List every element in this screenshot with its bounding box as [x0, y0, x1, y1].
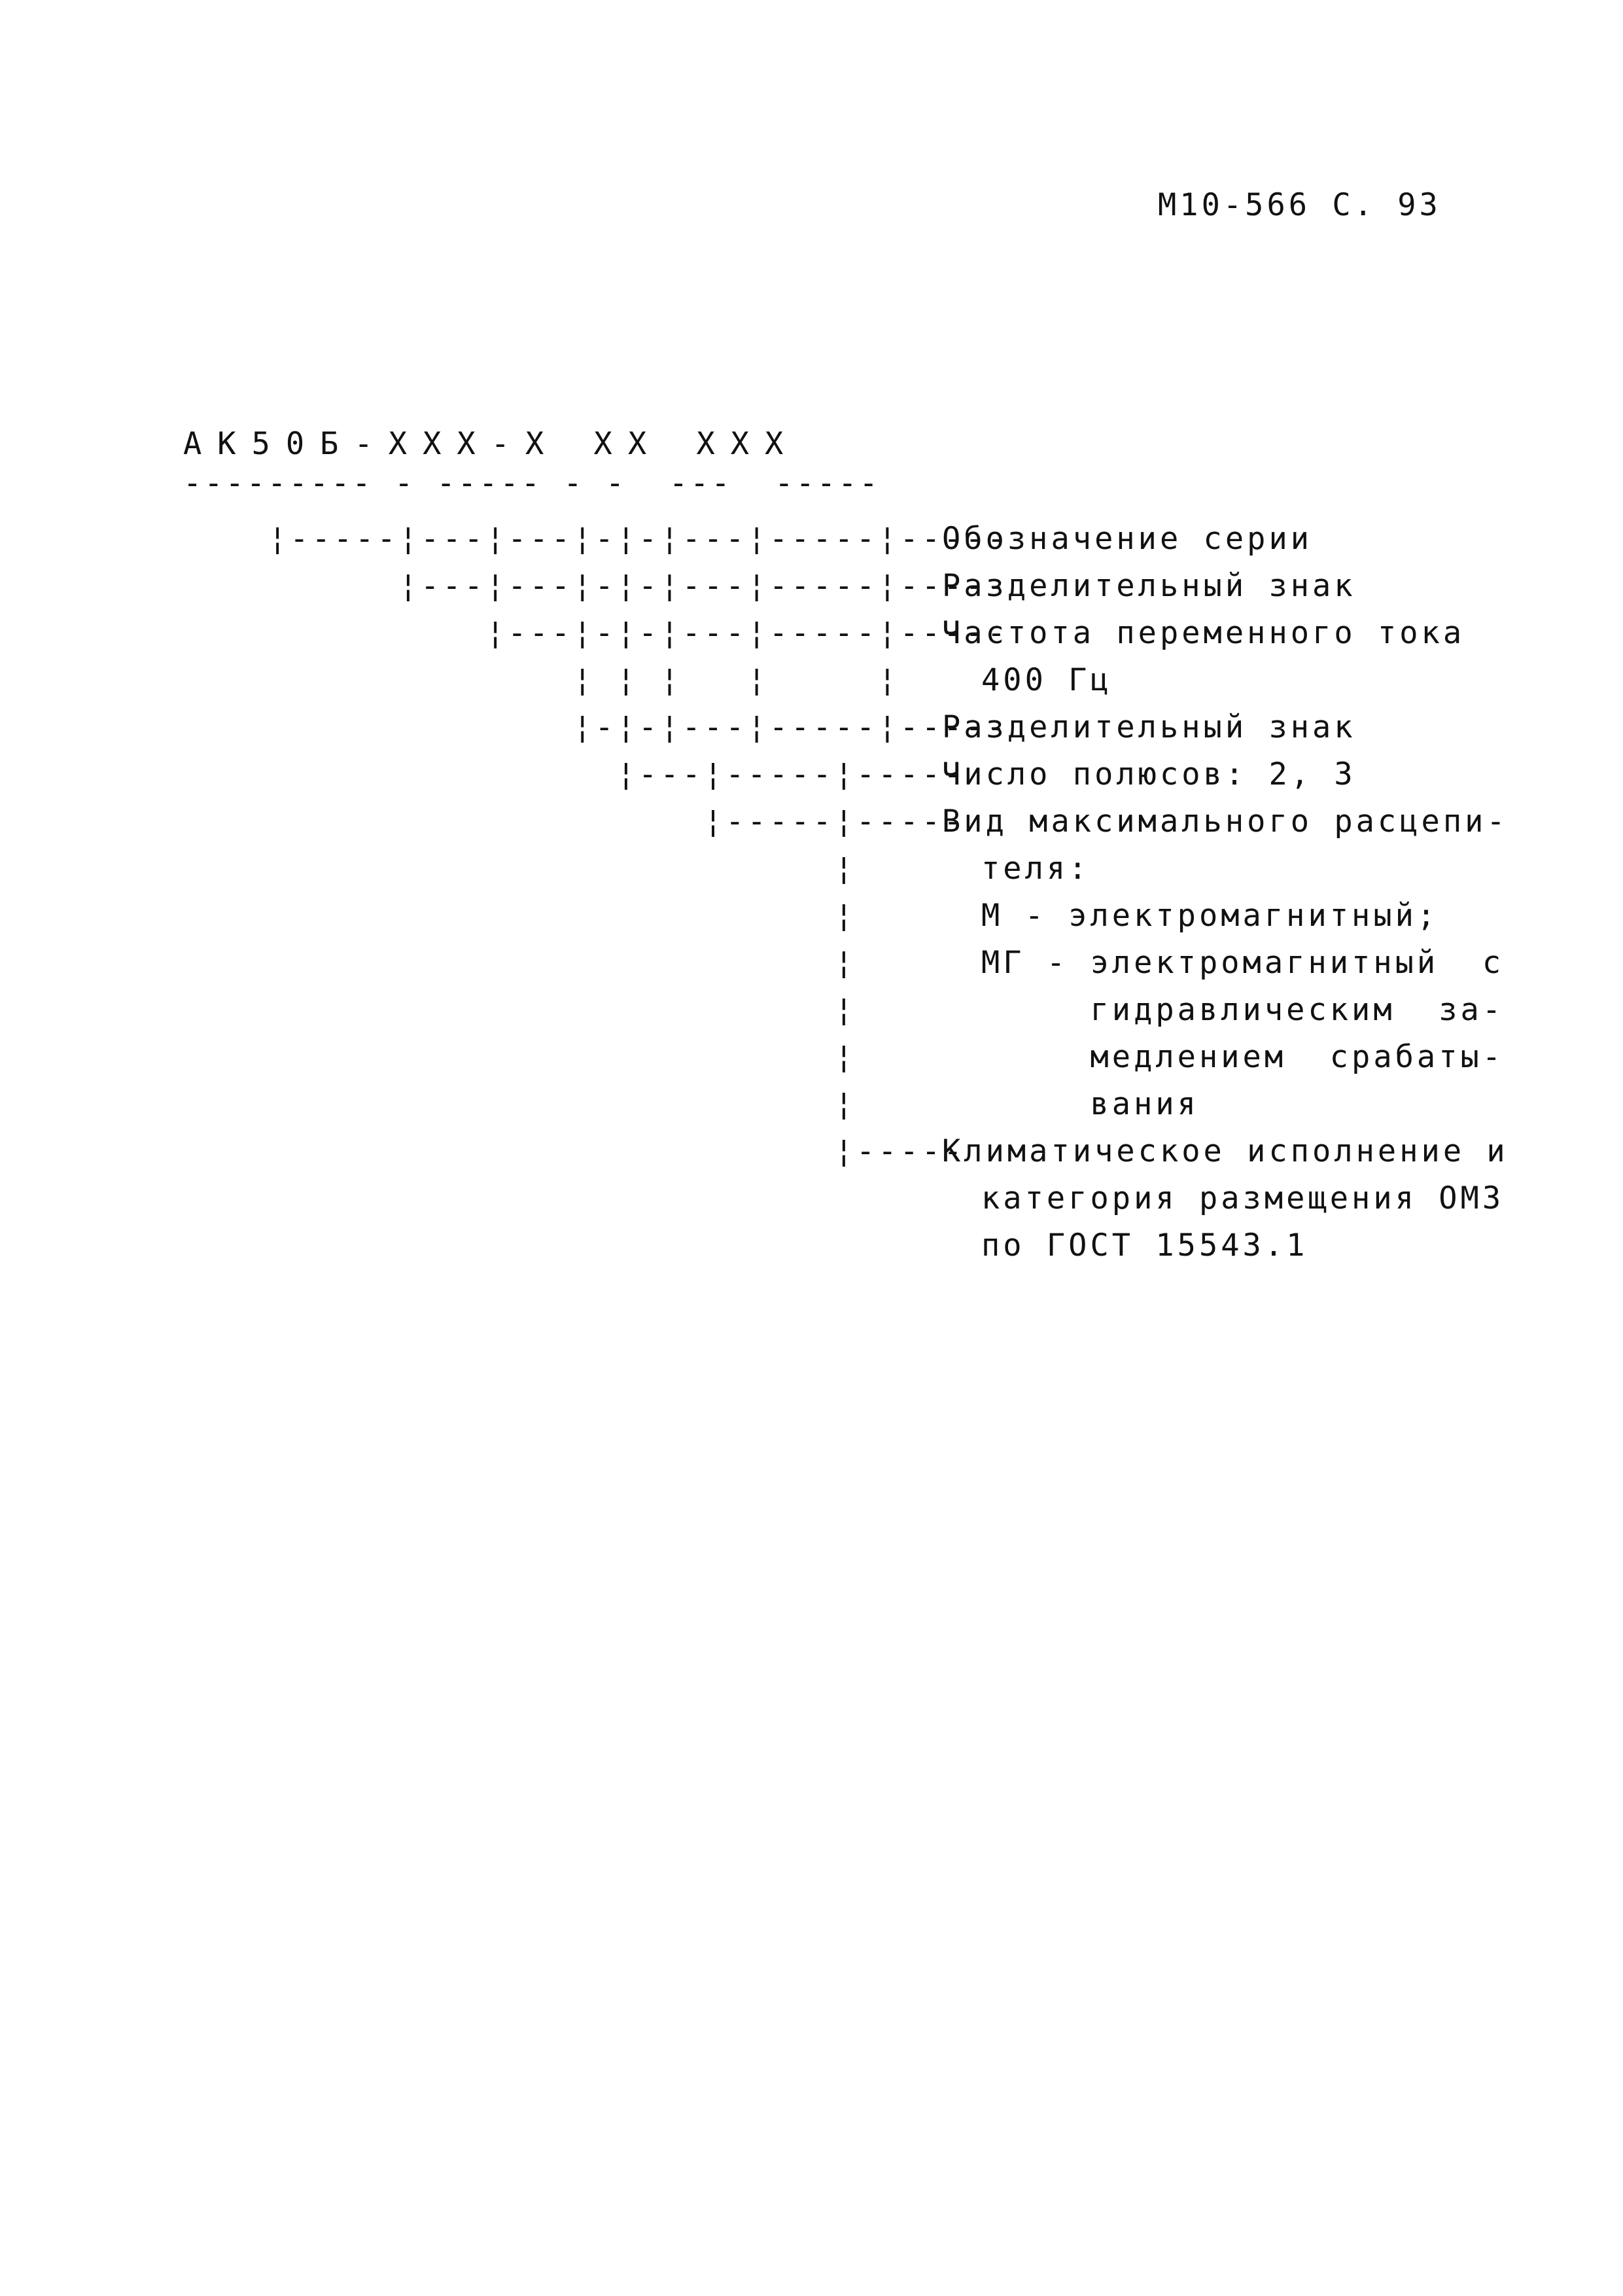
- leader-line: ¦---¦-¦-¦---¦-----¦-----: [268, 615, 1009, 651]
- label-release-type: Вид максимального расцепи-: [942, 804, 1509, 839]
- designation-code: АК50Б-ХХХ-Х ХХ ХХХ: [183, 426, 799, 462]
- label-separator: Разделительный знак: [942, 709, 1356, 745]
- label-release-mg-cont: вания: [981, 1086, 1199, 1122]
- leader-line: ¦---¦-----¦-----: [268, 756, 966, 792]
- leader-line: ¦-----¦-----: [268, 804, 966, 839]
- label-separator: Разделительный знак: [942, 568, 1356, 604]
- label-climate-standard: по ГОСТ 15543.1: [981, 1227, 1308, 1263]
- leader-line: ¦: [268, 851, 857, 887]
- leader-line: ¦-----: [268, 1133, 966, 1169]
- label-release-mg: МГ - электромагнитный с: [981, 945, 1505, 981]
- leader-line: ¦: [268, 1039, 857, 1075]
- label-release-m: М - электромагнитный;: [981, 898, 1439, 934]
- label-release-type-cont: теля:: [981, 851, 1091, 887]
- label-release-mg-cont: гидравлическим за-: [981, 992, 1505, 1028]
- leader-line: ¦ ¦ ¦ ¦ ¦: [268, 662, 900, 698]
- label-poles: Число полюсов: 2, 3: [942, 756, 1356, 792]
- leader-line: ¦-¦-¦---¦-----¦-----: [268, 709, 1009, 745]
- label-climate-cont: категория размещения ОМЗ: [981, 1180, 1505, 1216]
- leader-line: ¦---¦---¦-¦-¦---¦-----¦-----: [268, 568, 1009, 604]
- designation-underline: --------- - ----- - - --- -----: [183, 465, 881, 501]
- leader-line: ¦: [268, 945, 857, 981]
- label-frequency-value: 400 Гц: [981, 662, 1112, 698]
- page-reference: М10-566 С. 93: [1158, 187, 1441, 223]
- label-climate: Климатическое исполнение и: [942, 1133, 1509, 1169]
- leader-line: ¦-----¦---¦---¦-¦-¦---¦-----¦-----: [268, 521, 1009, 557]
- leader-line: ¦: [268, 992, 857, 1028]
- label-series: Обозначение серии: [942, 521, 1313, 557]
- label-release-mg-cont: медлением срабаты-: [981, 1039, 1505, 1075]
- leader-line: ¦: [268, 1086, 857, 1122]
- label-frequency: Частота переменного тока: [942, 615, 1465, 651]
- leader-line: ¦: [268, 898, 857, 934]
